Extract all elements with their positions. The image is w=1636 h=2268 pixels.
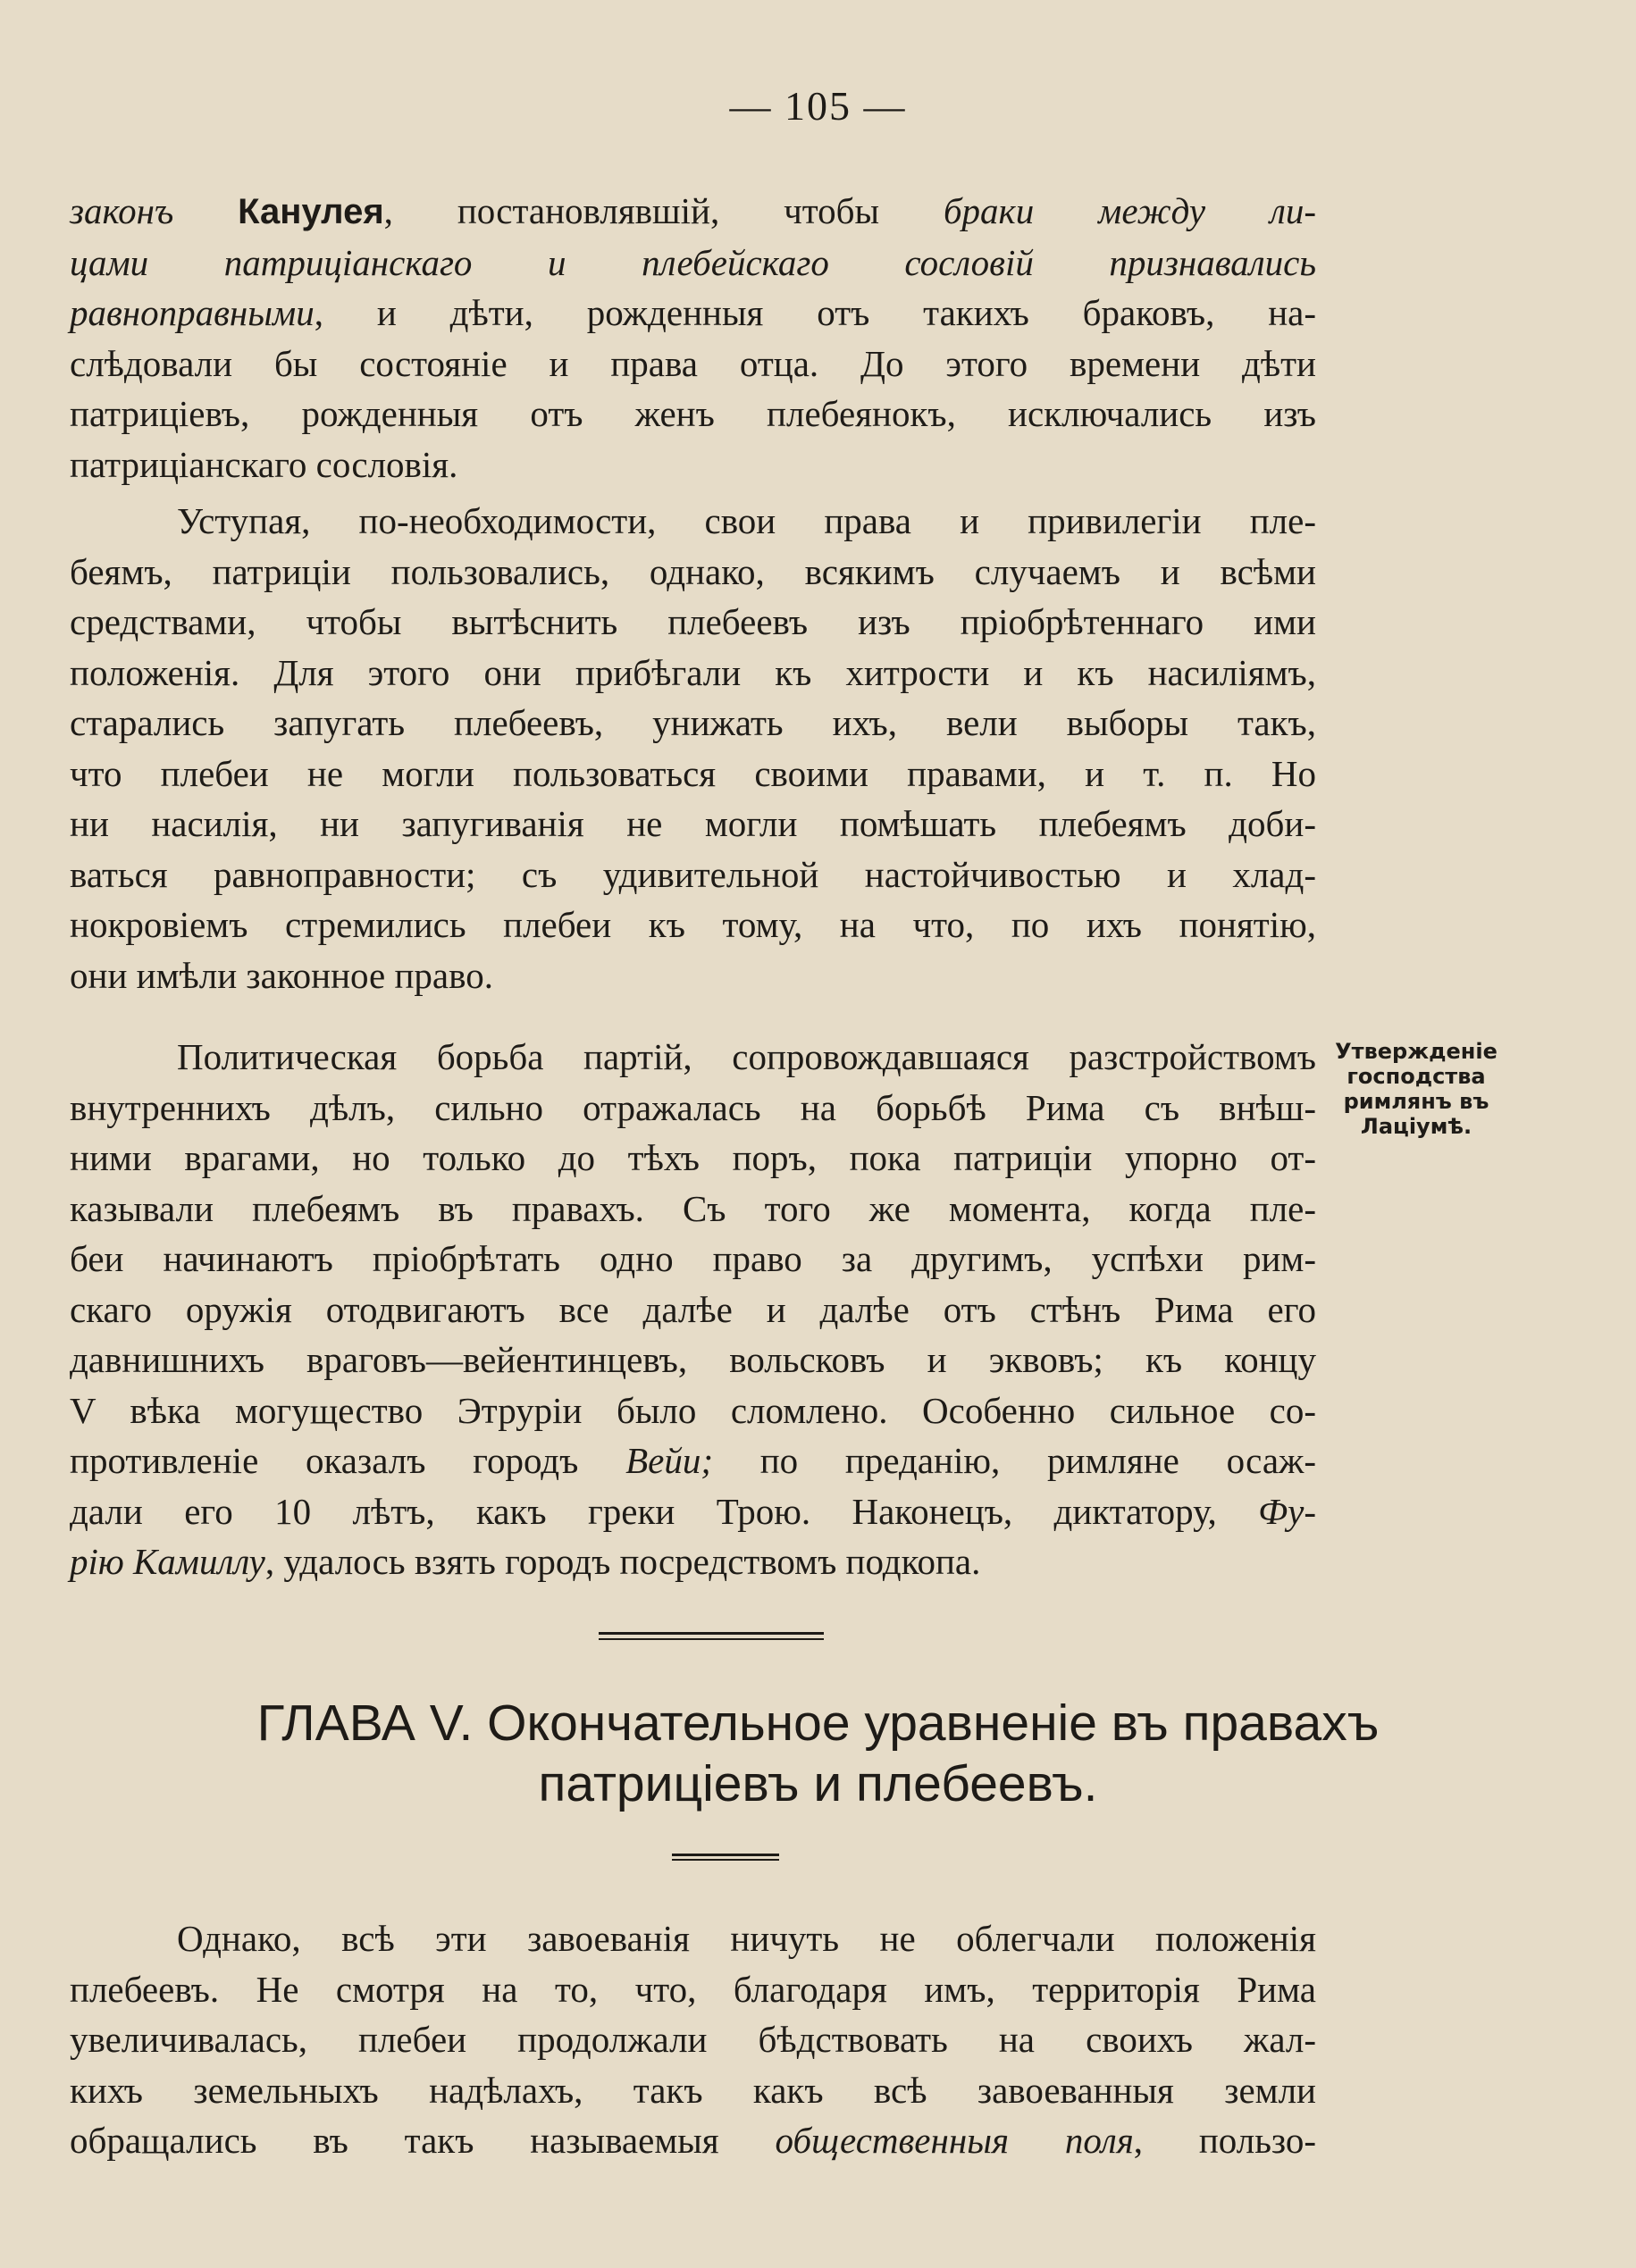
- text-segment: дали его 10 лѣтъ, какъ греки Трою. Наконецъ, диктатору,: [70, 1490, 1259, 1532]
- text-line: [70, 1184, 1316, 1234]
- text-segment: , пользо-: [1133, 2120, 1317, 2161]
- sidenote-line: римлянъ въ: [1343, 1089, 1489, 1114]
- text-line: [70, 186, 1316, 238]
- text-segment: , и дѣти, рожденныя отъ такихъ браковъ, на-: [314, 292, 1316, 333]
- chapter-title: [0, 1693, 1636, 1814]
- text-segment: казывали плебеямъ въ правахъ. Съ того же момента, когда пле-: [70, 1187, 1316, 1229]
- text-segment: Политическая борьба партій, сопровождавшаяся разстройствомъ: [177, 1036, 1316, 1077]
- text-line: [70, 288, 1316, 339]
- text-segment: по преданію, римляне осаж-: [712, 1440, 1316, 1481]
- text-line: что плебеи не могли пользоваться своими правами, и т. п. Но: [70, 752, 1316, 794]
- text-line: Уступая, по-необходимости, свои права и привилегіи пле-: [177, 500, 1316, 541]
- text-line: ваться равноправности; съ удивительной настойчивостью и хлад-: [70, 853, 1316, 895]
- text-line: [70, 2115, 1316, 2166]
- text-line: [70, 238, 1316, 289]
- text-segment: ними врагами, но только до тѣхъ поръ, пока патриціи упорно от-: [70, 1137, 1316, 1178]
- text-segment: плебеевъ. Не смотря на то, что, благодаря имъ, территорія Рима: [70, 1968, 1316, 2010]
- page-number: — 105 —: [729, 83, 907, 129]
- text-segment: давнишнихъ враговъ—вейентинцевъ, вольсковъ и эквовъ; къ концу: [70, 1339, 1316, 1380]
- text-segment: скаго оружія отодвигаютъ все далѣе и далѣе отъ стѣнъ Рима его: [70, 1288, 1316, 1330]
- text-line: средствами, чтобы вытѣснить плебеевъ изъ пріобрѣтеннаго ими: [70, 601, 1316, 642]
- text-segment: патриціанскаго сословія.: [70, 443, 458, 485]
- text-line: старались запугать плебеевъ, унижать ихъ, вели выборы такъ,: [70, 702, 1316, 743]
- margin-sidenote: [1327, 1039, 1506, 1139]
- chapter-title-line-1: ГЛАВА V. Окончательное уравненіе въ правахъ: [256, 1695, 1380, 1752]
- text-line: [70, 1486, 1316, 1537]
- text-line: [70, 1385, 1316, 1436]
- italic-text: Фу-: [1258, 1490, 1316, 1532]
- text-line: [70, 1435, 1316, 1486]
- paragraph-2: [70, 496, 1316, 1000]
- text-line: [70, 1285, 1316, 1335]
- text-segment: увеличивалась, плебеи продолжали бѣдствовать на своихъ жал-: [70, 2019, 1316, 2060]
- text-line: [70, 1913, 1316, 1964]
- bold-text: Канулея: [238, 192, 384, 231]
- text-segment: Однако, всѣ эти завоеванія ничуть не облегчали положенія: [177, 1918, 1316, 1959]
- text-segment: внутреннихъ дѣлъ, сильно отражалась на борьбѣ Рима съ внѣш-: [70, 1086, 1316, 1128]
- chapter-divider: [672, 1854, 779, 1861]
- chapter-title-line-2: патриціевъ и плебеевъ.: [538, 1755, 1098, 1812]
- text-line: [70, 1133, 1316, 1184]
- text-line: [70, 439, 1316, 490]
- text-segment: V вѣка могущество Этруріи было сломлено. Особенно сильное со-: [70, 1389, 1316, 1431]
- text-line: они имѣли законное право.: [70, 954, 493, 996]
- italic-text: браки между ли-: [943, 190, 1316, 231]
- text-segment: противленіе оказалъ городъ: [70, 1440, 626, 1481]
- text-segment: кихъ земельныхъ надѣлахъ, такъ какъ всѣ завоеванныя земли: [70, 2069, 1316, 2111]
- text-line: [70, 339, 1316, 389]
- text-line: [70, 2014, 1316, 2065]
- text-segment: беи начинаютъ пріобрѣтать одно право за другимъ, успѣхи рим-: [70, 1238, 1316, 1279]
- text-segment: обращались въ такъ называемыя: [70, 2120, 776, 2161]
- italic-text: Вейи;: [625, 1440, 713, 1481]
- text-segment: слѣдовали бы состояніе и права отца. До этого времени дѣти: [70, 342, 1316, 384]
- sidenote-line: господства: [1347, 1064, 1486, 1089]
- italic-text: законъ: [70, 190, 239, 231]
- text-line: нокровіемъ стремились плебеи къ тому, на что, по ихъ понятію,: [70, 904, 1316, 945]
- text-line: [70, 1335, 1316, 1385]
- sidenote-line: Утвержденіе: [1335, 1039, 1498, 1064]
- text-line: [70, 1032, 1316, 1083]
- text-line: [70, 1083, 1316, 1134]
- text-line: ни насилія, ни запугиванія не могли помѣшать плебеямъ доби-: [70, 803, 1316, 844]
- text-segment: , удалось взять городъ посредствомъ подкопа.: [264, 1541, 981, 1582]
- text-segment: патрицiевъ, рожденныя отъ женъ плебеянокъ, исключались изъ: [70, 393, 1316, 434]
- paragraph-1: [70, 186, 1316, 490]
- italic-text: общественныя поля: [775, 2120, 1134, 2161]
- italic-text: цами патриціанскаго и плебейскаго сословій признавались: [70, 241, 1316, 283]
- text-line: [70, 1536, 1316, 1587]
- text-line: [70, 389, 1316, 439]
- text-line: [70, 1234, 1316, 1285]
- text-line: положенія. Для этого они прибѣгали къ хитрости и къ насиліямъ,: [70, 651, 1316, 693]
- sidenote-line: Лаціумѣ.: [1360, 1114, 1472, 1139]
- italic-text: рію Камиллу: [70, 1541, 265, 1582]
- paragraph-3: [70, 1032, 1316, 1587]
- section-divider: [599, 1632, 824, 1640]
- italic-text: равноправными: [70, 292, 315, 333]
- text-line: беямъ, патриціи пользовались, однако, всякимъ случаемъ и всѣми: [70, 550, 1316, 592]
- text-segment: , постановлявшій, чтобы: [383, 190, 944, 231]
- paragraph-4: [70, 1913, 1316, 2166]
- text-line: [70, 1964, 1316, 2015]
- text-line: [70, 2065, 1316, 2116]
